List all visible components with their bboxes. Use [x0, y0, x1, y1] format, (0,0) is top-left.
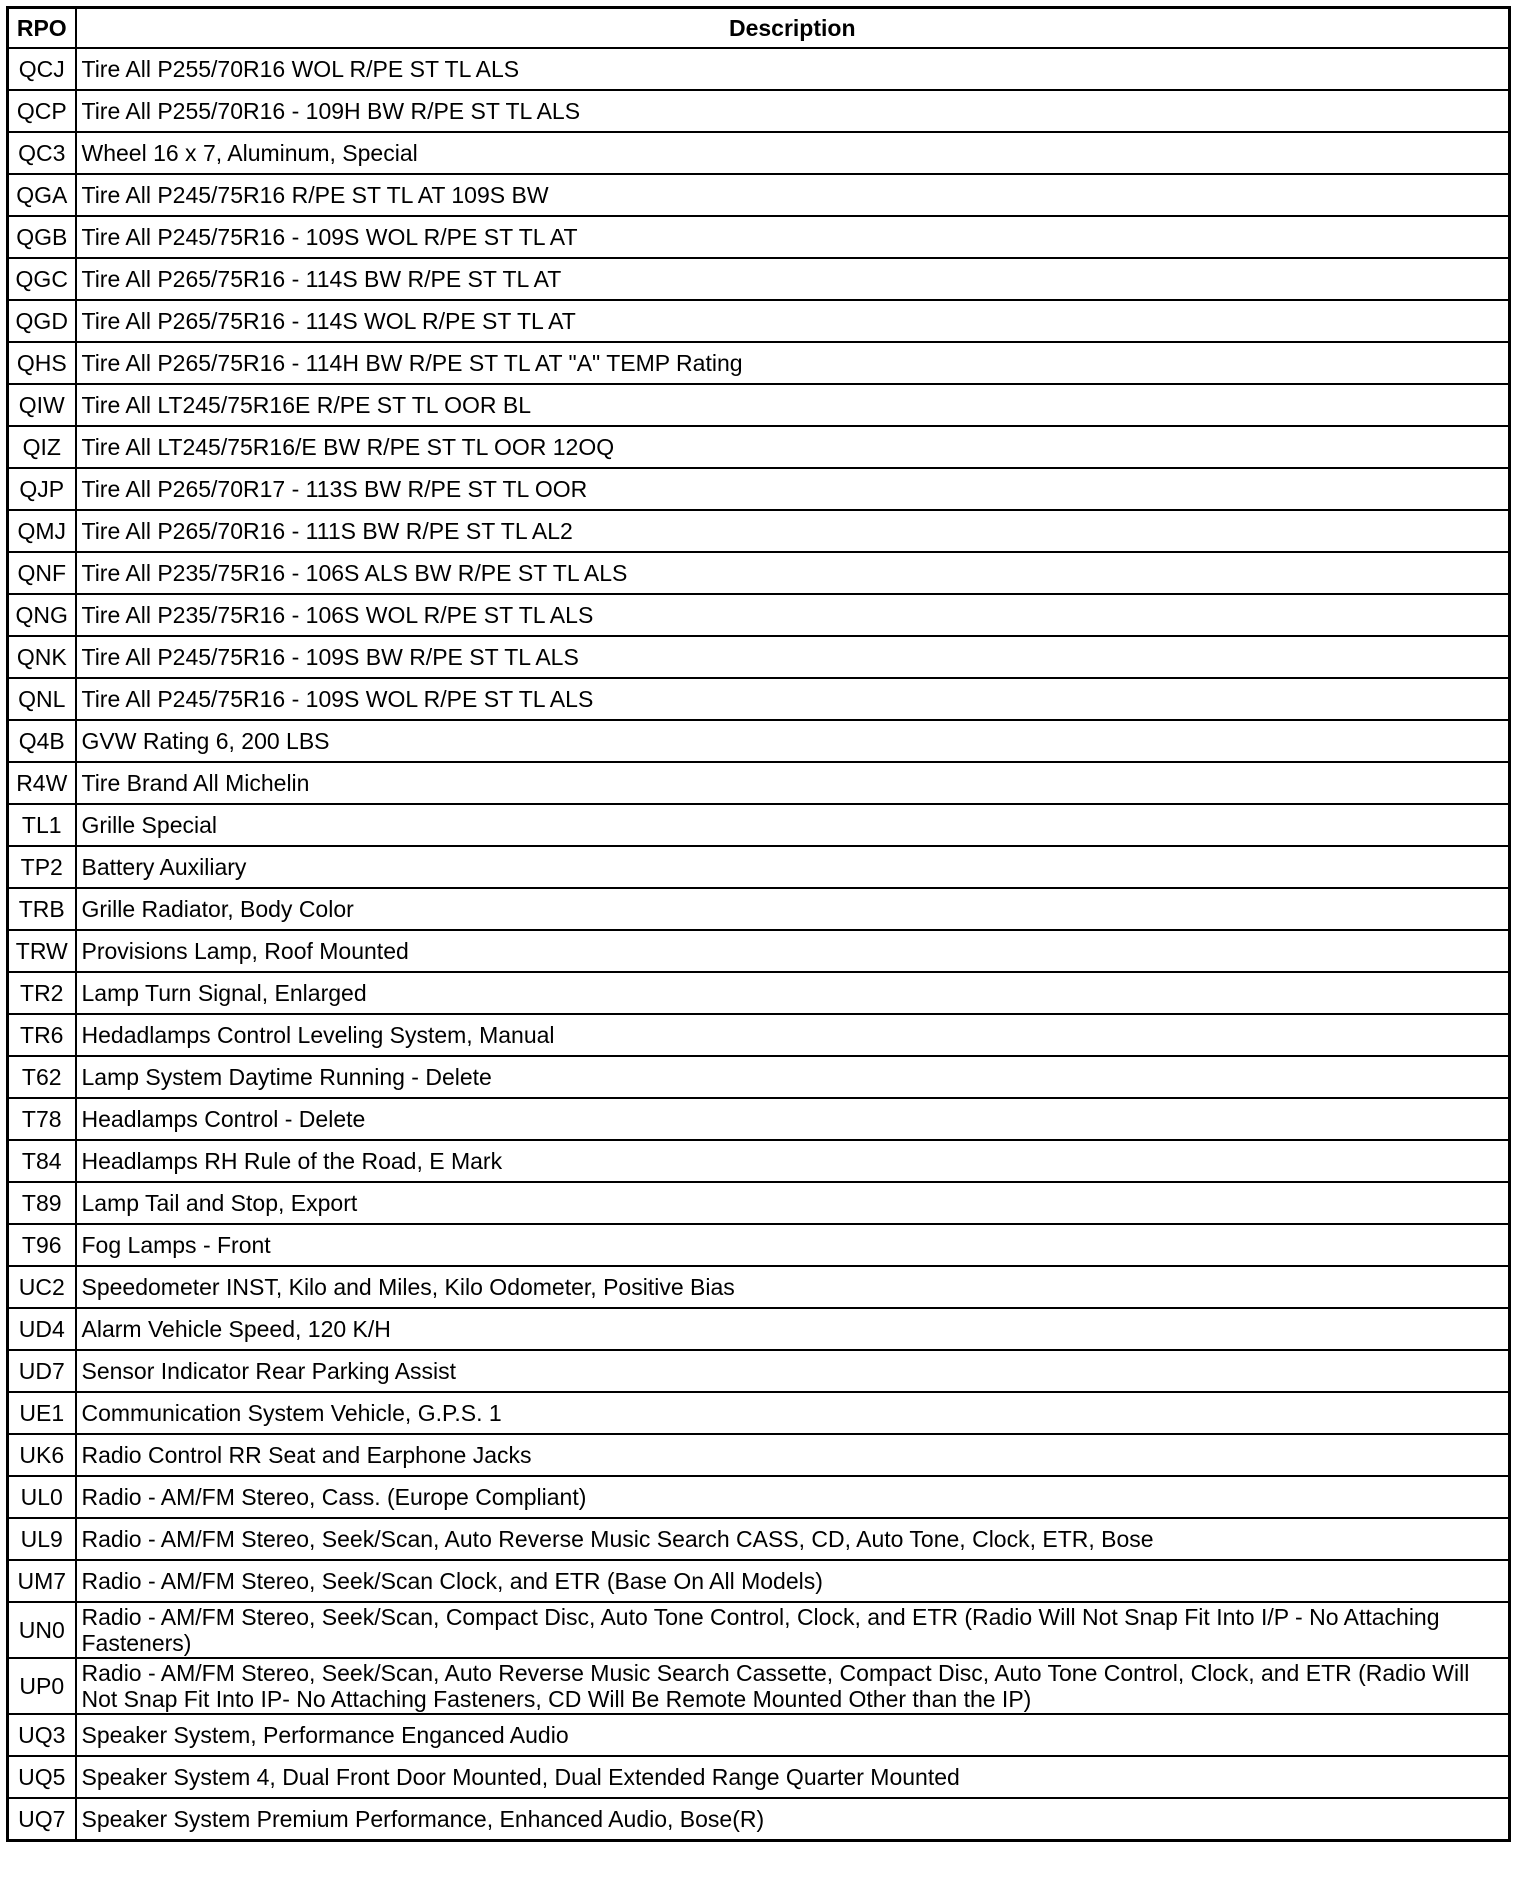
description-cell: Tire All P255/70R16 WOL R/PE ST TL ALS [76, 48, 1510, 90]
table-row [8, 1098, 1510, 1140]
table-row [8, 720, 1510, 762]
table-body [8, 48, 1510, 1841]
rpo-code-cell: QJP [8, 468, 76, 510]
table-row [8, 510, 1510, 552]
table-row [8, 678, 1510, 720]
description-cell: Tire All P265/75R16 - 114H BW R/PE ST TL AT "A" TEMP Rating [76, 342, 1510, 384]
table-row [8, 1560, 1510, 1602]
rpo-code-cell: QC3 [8, 132, 76, 174]
description-cell: Tire All LT245/75R16/E BW R/PE ST TL OOR 12OQ [76, 426, 1510, 468]
description-cell: Tire All P265/75R16 - 114S BW R/PE ST TL AT [76, 258, 1510, 300]
rpo-code-cell: T89 [8, 1182, 76, 1224]
rpo-code-cell: TP2 [8, 846, 76, 888]
table-row [8, 1224, 1510, 1266]
table-row [8, 1658, 1510, 1714]
table-row [8, 1756, 1510, 1798]
description-cell: Radio - AM/FM Stereo, Cass. (Europe Compliant) [76, 1476, 1510, 1518]
rpo-code-cell: QCJ [8, 48, 76, 90]
rpo-code-cell: UK6 [8, 1434, 76, 1476]
table-row [8, 1266, 1510, 1308]
rpo-code-cell: QNF [8, 552, 76, 594]
description-cell: Radio - AM/FM Stereo, Seek/Scan, Auto Reverse Music Search Cassette, Compact Disc, Auto Tone Control, Clock, and ETR (Radio Will Not Snap Fit Into IP- No Attaching Fasteners, CD Will Be Remote Mounted Other than the IP) [76, 1658, 1510, 1714]
description-cell: Grille Radiator, Body Color [76, 888, 1510, 930]
table-row [8, 636, 1510, 678]
rpo-code-cell: QIZ [8, 426, 76, 468]
description-cell: Communication System Vehicle, G.P.S. 1 [76, 1392, 1510, 1434]
rpo-code-cell: UQ7 [8, 1798, 76, 1841]
rpo-code-cell: UD4 [8, 1308, 76, 1350]
description-cell: Headlamps Control - Delete [76, 1098, 1510, 1140]
rpo-code-cell: UD7 [8, 1350, 76, 1392]
description-cell: Provisions Lamp, Roof Mounted [76, 930, 1510, 972]
rpo-code-cell: R4W [8, 762, 76, 804]
rpo-code-cell: TR6 [8, 1014, 76, 1056]
table-row [8, 846, 1510, 888]
rpo-code-cell: T78 [8, 1098, 76, 1140]
rpo-code-cell: T62 [8, 1056, 76, 1098]
rpo-table [6, 6, 1511, 1842]
rpo-code-cell: UQ5 [8, 1756, 76, 1798]
table-row [8, 300, 1510, 342]
table-row [8, 174, 1510, 216]
rpo-code-cell: QCP [8, 90, 76, 132]
rpo-code-cell: UQ3 [8, 1714, 76, 1756]
table-row [8, 342, 1510, 384]
rpo-code-cell: UC2 [8, 1266, 76, 1308]
description-cell: Hedadlamps Control Leveling System, Manual [76, 1014, 1510, 1056]
table-header-row [8, 8, 1510, 49]
table-row [8, 1056, 1510, 1098]
table-row [8, 1392, 1510, 1434]
table-row [8, 1476, 1510, 1518]
table-row [8, 468, 1510, 510]
description-cell: Grille Special [76, 804, 1510, 846]
rpo-code-cell: Q4B [8, 720, 76, 762]
description-cell: Speedometer INST, Kilo and Miles, Kilo Odometer, Positive Bias [76, 1266, 1510, 1308]
description-cell: Tire All P265/70R16 - 111S BW R/PE ST TL AL2 [76, 510, 1510, 552]
table-row [8, 594, 1510, 636]
rpo-code-cell: QGD [8, 300, 76, 342]
description-cell: Tire All P245/75R16 - 109S BW R/PE ST TL ALS [76, 636, 1510, 678]
table-row [8, 1434, 1510, 1476]
table-row [8, 930, 1510, 972]
table-row [8, 552, 1510, 594]
table-row [8, 1518, 1510, 1560]
table-row [8, 1140, 1510, 1182]
rpo-code-cell: TRB [8, 888, 76, 930]
rpo-code-cell: TRW [8, 930, 76, 972]
table-row [8, 384, 1510, 426]
rpo-code-cell: QNG [8, 594, 76, 636]
description-cell: GVW Rating 6, 200 LBS [76, 720, 1510, 762]
table-row [8, 762, 1510, 804]
description-cell: Tire All P245/75R16 R/PE ST TL AT 109S BW [76, 174, 1510, 216]
rpo-code-cell: T96 [8, 1224, 76, 1266]
description-cell: Tire All LT245/75R16E R/PE ST TL OOR BL [76, 384, 1510, 426]
description-cell: Fog Lamps - Front [76, 1224, 1510, 1266]
description-cell: Radio - AM/FM Stereo, Seek/Scan, Auto Reverse Music Search CASS, CD, Auto Tone, Clock, ETR, Bose [76, 1518, 1510, 1560]
table-row [8, 1798, 1510, 1841]
description-cell: Headlamps RH Rule of the Road, E Mark [76, 1140, 1510, 1182]
description-cell: Tire All P245/75R16 - 109S WOL R/PE ST TL ALS [76, 678, 1510, 720]
description-cell: Tire All P255/70R16 - 109H BW R/PE ST TL ALS [76, 90, 1510, 132]
rpo-code-cell: QGC [8, 258, 76, 300]
description-cell: Lamp System Daytime Running - Delete [76, 1056, 1510, 1098]
table-row [8, 90, 1510, 132]
description-cell: Tire All P265/70R17 - 113S BW R/PE ST TL OOR [76, 468, 1510, 510]
rpo-code-cell: TR2 [8, 972, 76, 1014]
description-cell: Alarm Vehicle Speed, 120 K/H [76, 1308, 1510, 1350]
rpo-code-cell: QGA [8, 174, 76, 216]
rpo-code-cell: UM7 [8, 1560, 76, 1602]
rpo-code-cell: UN0 [8, 1602, 76, 1658]
table-row [8, 48, 1510, 90]
rpo-code-cell: QMJ [8, 510, 76, 552]
description-cell: Battery Auxiliary [76, 846, 1510, 888]
table-row [8, 888, 1510, 930]
table-row [8, 1714, 1510, 1756]
description-cell: Sensor Indicator Rear Parking Assist [76, 1350, 1510, 1392]
table-row [8, 1308, 1510, 1350]
table-row [8, 216, 1510, 258]
rpo-code-cell: QHS [8, 342, 76, 384]
description-cell: Radio Control RR Seat and Earphone Jacks [76, 1434, 1510, 1476]
description-cell: Speaker System 4, Dual Front Door Mounted, Dual Extended Range Quarter Mounted [76, 1756, 1510, 1798]
table-row [8, 132, 1510, 174]
description-cell: Lamp Tail and Stop, Export [76, 1182, 1510, 1224]
rpo-code-cell: UE1 [8, 1392, 76, 1434]
rpo-code-cell: UL0 [8, 1476, 76, 1518]
rpo-code-cell: QGB [8, 216, 76, 258]
description-cell: Radio - AM/FM Stereo, Seek/Scan, Compact Disc, Auto Tone Control, Clock, and ETR (Radio Will Not Snap Fit Into I/P - No Attaching Fasteners) [76, 1602, 1510, 1658]
rpo-code-cell: QNK [8, 636, 76, 678]
table-row [8, 1182, 1510, 1224]
description-column-header: Description [76, 8, 1510, 49]
description-cell: Tire Brand All Michelin [76, 762, 1510, 804]
table-row [8, 804, 1510, 846]
description-cell: Lamp Turn Signal, Enlarged [76, 972, 1510, 1014]
description-cell: Tire All P265/75R16 - 114S WOL R/PE ST TL AT [76, 300, 1510, 342]
description-cell: Radio - AM/FM Stereo, Seek/Scan Clock, and ETR (Base On All Models) [76, 1560, 1510, 1602]
rpo-code-cell: UL9 [8, 1518, 76, 1560]
description-cell: Tire All P235/75R16 - 106S ALS BW R/PE ST TL ALS [76, 552, 1510, 594]
description-cell: Tire All P245/75R16 - 109S WOL R/PE ST TL AT [76, 216, 1510, 258]
description-cell: Speaker System Premium Performance, Enhanced Audio, Bose(R) [76, 1798, 1510, 1841]
rpo-code-cell: QNL [8, 678, 76, 720]
rpo-code-cell: QIW [8, 384, 76, 426]
description-cell: Tire All P235/75R16 - 106S WOL R/PE ST TL ALS [76, 594, 1510, 636]
table-row [8, 1014, 1510, 1056]
description-cell: Wheel 16 x 7, Aluminum, Special [76, 132, 1510, 174]
table-row [8, 1602, 1510, 1658]
rpo-code-cell: T84 [8, 1140, 76, 1182]
table-row [8, 258, 1510, 300]
table-row [8, 426, 1510, 468]
table-row [8, 972, 1510, 1014]
rpo-code-cell: TL1 [8, 804, 76, 846]
description-cell: Speaker System, Performance Enganced Audio [76, 1714, 1510, 1756]
table-row [8, 1350, 1510, 1392]
rpo-column-header: RPO [8, 8, 76, 49]
rpo-code-cell: UP0 [8, 1658, 76, 1714]
